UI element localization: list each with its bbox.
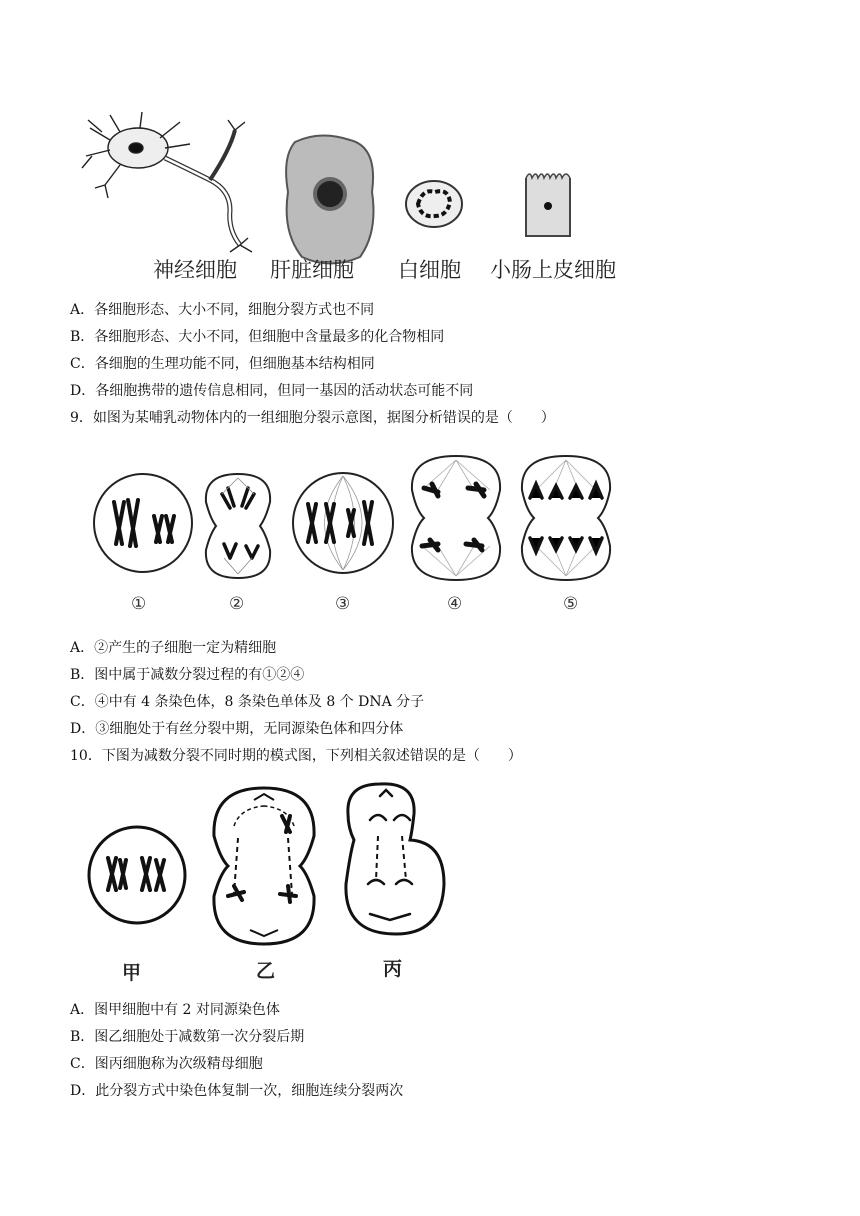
- q10-option-b[interactable]: B．图乙细胞处于减数第一次分裂后期: [70, 1029, 305, 1045]
- cell-yi: [204, 786, 324, 946]
- q10-stem: 10．下图为减数分裂不同时期的模式图，下列相关叙述错误的是（ ）: [70, 748, 522, 764]
- q8-option-a[interactable]: A．各细胞形态、大小不同，细胞分裂方式也不同: [70, 302, 375, 318]
- q8-option-c[interactable]: C．各细胞的生理功能不同，但细胞基本结构相同: [70, 356, 375, 372]
- caption-white-blood-cell: 白细胞: [398, 258, 461, 282]
- q9-option-b[interactable]: B．图中属于减数分裂过程的有①②④: [70, 667, 305, 683]
- cell-stage-1: [92, 472, 194, 574]
- caption-liver-cell: 肝脏细胞: [270, 258, 354, 282]
- q10-option-a[interactable]: A．图甲细胞中有 2 对同源染色体: [70, 1002, 280, 1018]
- stage-label-3: ③: [335, 594, 351, 614]
- white-blood-cell-illustration: [403, 178, 465, 230]
- q9-option-a[interactable]: A．②产生的子细胞一定为精细胞: [70, 640, 277, 656]
- cell-bing: [340, 780, 448, 940]
- caption-neuron: 神经细胞: [153, 258, 237, 282]
- figure-label-bing: 丙: [383, 958, 403, 980]
- stage-label-2: ②: [229, 594, 245, 614]
- cell-stage-5: [518, 454, 614, 582]
- q9-option-d[interactable]: D．③细胞处于有丝分裂中期，无同源染色体和四分体: [70, 721, 404, 737]
- cell-jia: [86, 824, 188, 926]
- stage-label-1: ①: [131, 594, 147, 614]
- liver-cell-illustration: [280, 132, 380, 267]
- q9-option-c[interactable]: C．④中有 4 条染色体，8 条染色单体及 8 个 DNA 分子: [70, 694, 425, 710]
- stage-label-4: ④: [447, 594, 463, 614]
- neuron-illustration: [80, 110, 280, 255]
- q9-stem: 9．如图为某哺乳动物体内的一组细胞分裂示意图，据图分析错误的是（ ）: [70, 410, 555, 426]
- cell-stage-2: [202, 472, 274, 580]
- stage-label-5: ⑤: [563, 594, 579, 614]
- caption-intestinal-cell: 小肠上皮细胞: [490, 258, 616, 282]
- intestinal-epithelial-cell-illustration: [522, 168, 574, 238]
- q10-option-d[interactable]: D．此分裂方式中染色体复制一次，细胞连续分裂两次: [70, 1083, 404, 1099]
- cell-stage-3: [286, 472, 400, 574]
- q8-option-b[interactable]: B．各细胞形态、大小不同，但细胞中含量最多的化合物相同: [70, 329, 445, 345]
- cell-stage-4: [408, 454, 504, 582]
- q8-option-d[interactable]: D．各细胞携带的遗传信息相同，但同一基因的活动状态可能不同: [70, 383, 474, 399]
- figure-label-jia: 甲: [122, 962, 142, 984]
- q10-option-c[interactable]: C．图丙细胞称为次级精母细胞: [70, 1056, 263, 1072]
- figure-label-yi: 乙: [256, 960, 276, 982]
